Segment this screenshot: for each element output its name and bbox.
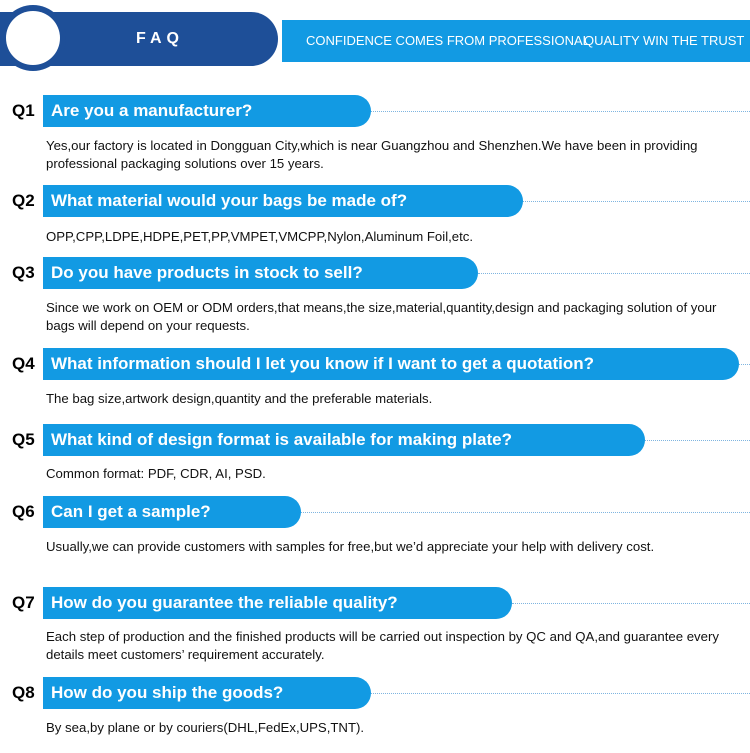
- question-number: Q2: [12, 191, 35, 210]
- question-divider: [371, 111, 750, 112]
- question-divider: [371, 693, 750, 694]
- question-text: How do you ship the goods?: [43, 677, 371, 709]
- question-text: How do you guarantee the reliable quality?: [43, 587, 512, 619]
- question-number: Q3: [12, 263, 35, 282]
- question-divider: [301, 512, 750, 513]
- question-number: Q5: [12, 430, 35, 449]
- question-number: Q4: [12, 354, 35, 373]
- question-text: Do you have products in stock to sell?: [43, 257, 478, 289]
- answer-text: The bag size,artwork design,quantity and the preferable materials.: [46, 391, 433, 406]
- question-divider: [478, 273, 750, 274]
- page-title: FAQ: [136, 30, 184, 47]
- answer-text: Each step of production and the finished products will be carried out inspection by QC and QA,and guarantee every details meet customers’ requirement accurately.: [46, 629, 719, 662]
- question-number: Q1: [12, 101, 35, 120]
- question-number: Q7: [12, 593, 35, 612]
- question-divider: [523, 201, 750, 202]
- header-slogan-1: CONFIDENCE COMES FROM PROFESSIONAL: [306, 33, 590, 48]
- question-text: What information should I let you know if I want to get a quotation?: [43, 348, 739, 380]
- question-number: Q8: [12, 683, 35, 702]
- answer-text: Since we work on OEM or ODM orders,that means,the size,material,quantity,design and packaging solution of your bags will depend on your requests.: [46, 300, 717, 333]
- answer-text: Usually,we can provide customers with samples for free,but we’d appreciate your help with delivery cost.: [46, 539, 655, 554]
- header-circle-inner: [6, 11, 60, 65]
- answer-text: OPP,CPP,LDPE,HDPE,PET,PP,VMPET,VMCPP,Nylon,Aluminum Foil,etc.: [46, 229, 474, 244]
- question-number: Q6: [12, 502, 35, 521]
- question-text: What kind of design format is available for making plate?: [43, 424, 645, 456]
- answer-text: By sea,by plane or by couriers(DHL,FedEx,UPS,TNT).: [46, 720, 365, 735]
- question-divider: [512, 603, 750, 604]
- answer-text: Yes,our factory is located in Dongguan City,which is near Guangzhou and Shenzhen.We have been in providing professional packaging solutions over 15 years.: [46, 138, 698, 171]
- question-text: Are you a manufacturer?: [43, 95, 371, 127]
- question-text: Can I get a sample?: [43, 496, 301, 528]
- question-divider: [739, 364, 750, 365]
- answer-text: Common format: PDF, CDR, AI, PSD.: [46, 466, 266, 481]
- header-slogan-2: QUALITY WIN THE TRUST: [584, 33, 745, 48]
- question-text: What material would your bags be made of?: [43, 185, 523, 217]
- faq-header: [0, 0, 750, 80]
- question-divider: [645, 440, 750, 441]
